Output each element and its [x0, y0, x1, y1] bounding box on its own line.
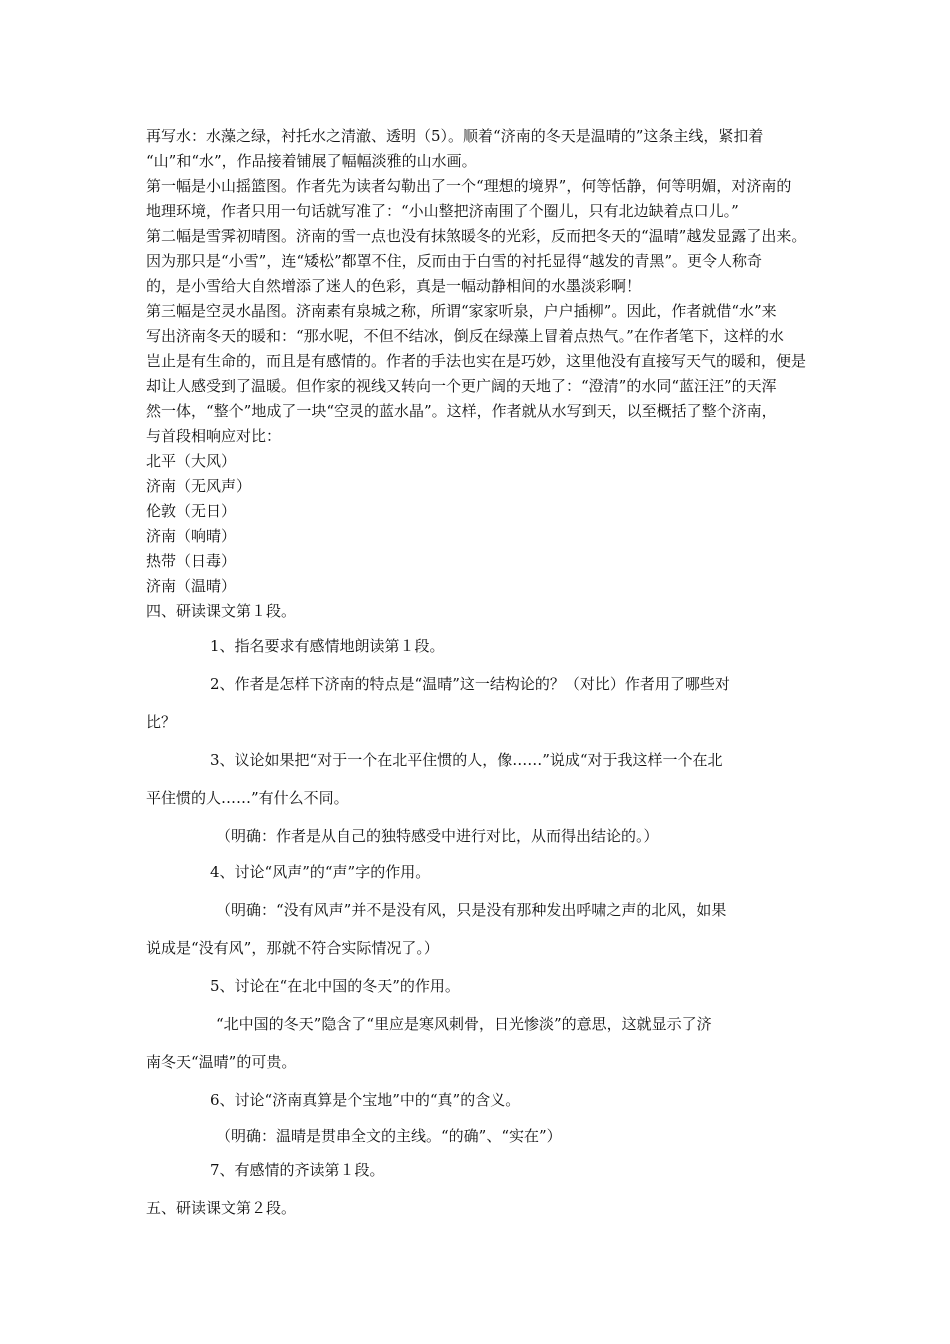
note: “北中国的冬天”隐含了“里应是寒风刺骨，日光惨淡”的意思，这就显示了济 — [216, 1015, 712, 1033]
list-item: 2、作者是怎样下济南的特点是“温晴”这一结构论的？（对比）作者用了哪些对 — [210, 675, 730, 693]
comparison-item: 伦敦（无日） — [146, 502, 237, 520]
list-item-continuation: 比？ — [146, 713, 177, 731]
text-line: 第三幅是空灵水晶图。济南素有泉城之称，所谓“家家听泉，户户插柳”。因此，作者就借“水”来 — [146, 302, 777, 320]
text-line: 的，是小雪给大自然增添了迷人的色彩，真是一幅动静相间的水墨淡彩啊！ — [146, 277, 642, 295]
list-item: 5、讨论在“在北中国的冬天”的作用。 — [210, 977, 460, 995]
comparison-item: 北平（大风） — [146, 452, 237, 470]
list-item: 3、议论如果把“对于一个在北平住惯的人，像……”说成“对于我这样一个在北 — [210, 751, 723, 769]
list-item: 7、有感情的齐读第１段。 — [210, 1161, 385, 1179]
note: （明确：作者是从自己的独特感受中进行对比，从而得出结论的。） — [216, 827, 659, 845]
section-heading: 五、研读课文第２段。 — [146, 1199, 297, 1217]
text-line: 然一体，“整个”地成了一块“空灵的蓝水晶”。这样，作者就从水写到天，以至概括了整个济南， — [146, 402, 777, 420]
list-item: 6、讨论“济南真算是个宝地”中的“真”的含义。 — [210, 1091, 521, 1109]
text-line: “山”和“水”，作品接着铺展了幅幅淡雅的山水画。 — [146, 152, 477, 170]
text-line: 因为那只是“小雪”，连“矮松”都罩不住，反而由于白雪的衬托显得“越发的青黑”。更令人称奇 — [146, 252, 763, 270]
comparison-item: 济南（温晴） — [146, 577, 237, 595]
text-line: 再写水：水藻之绿，衬托水之清澈、透明（5）。顺着“济南的冬天是温晴的”这条主线，紧扣着 — [146, 127, 764, 145]
comparison-item: 济南（响晴） — [146, 527, 237, 545]
text-line: 与首段相响应对比： — [146, 427, 282, 445]
note-continuation: 说成是“没有风”，那就不符合实际情况了。） — [146, 939, 439, 957]
note: （明确：温晴是贯串全文的主线。“的确”、“实在”） — [216, 1127, 562, 1145]
note: （明确：“没有风声”并不是没有风，只是没有那种发出呼啸之声的北风，如果 — [216, 901, 727, 919]
text-line: 写出济南冬天的暖和：“那水呢，不但不结冰，倒反在绿藻上冒着点热气。”在作者笔下，这样的水 — [146, 327, 784, 345]
list-item: 1、指名要求有感情地朗读第１段。 — [210, 637, 445, 655]
list-item-continuation: 平住惯的人……”有什么不同。 — [146, 789, 349, 807]
comparison-item: 济南（无风声） — [146, 477, 252, 495]
text-line: 地理环境，作者只用一句话就写准了：“小山整把济南围了个圈儿，只有北边缺着点口儿。” — [146, 202, 739, 220]
text-line: 第一幅是小山摇篮图。作者先为读者勾勒出了一个“理想的境界”，何等恬静，何等明媚，对济南的 — [146, 177, 792, 195]
text-line: 第二幅是雪霁初晴图。济南的雪一点也没有抹煞暖冬的光彩，反而把冬天的“温晴”越发显露了出来。 — [146, 227, 807, 245]
text-line: 却让人感受到了温暖。但作家的视线又转向一个更广阔的天地了：“澄清”的水同“蓝汪汪”的天浑 — [146, 377, 777, 395]
section-heading: 四、研读课文第１段。 — [146, 602, 297, 620]
list-item: 4、讨论“风声”的“声”字的作用。 — [210, 863, 431, 881]
comparison-item: 热带（日毒） — [146, 552, 237, 570]
text-line: 岂止是有生命的，而且是有感情的。作者的手法也实在是巧妙，这里他没有直接写天气的暖和，便是 — [146, 352, 807, 370]
note-continuation: 南冬天“温晴”的可贵。 — [146, 1053, 297, 1071]
